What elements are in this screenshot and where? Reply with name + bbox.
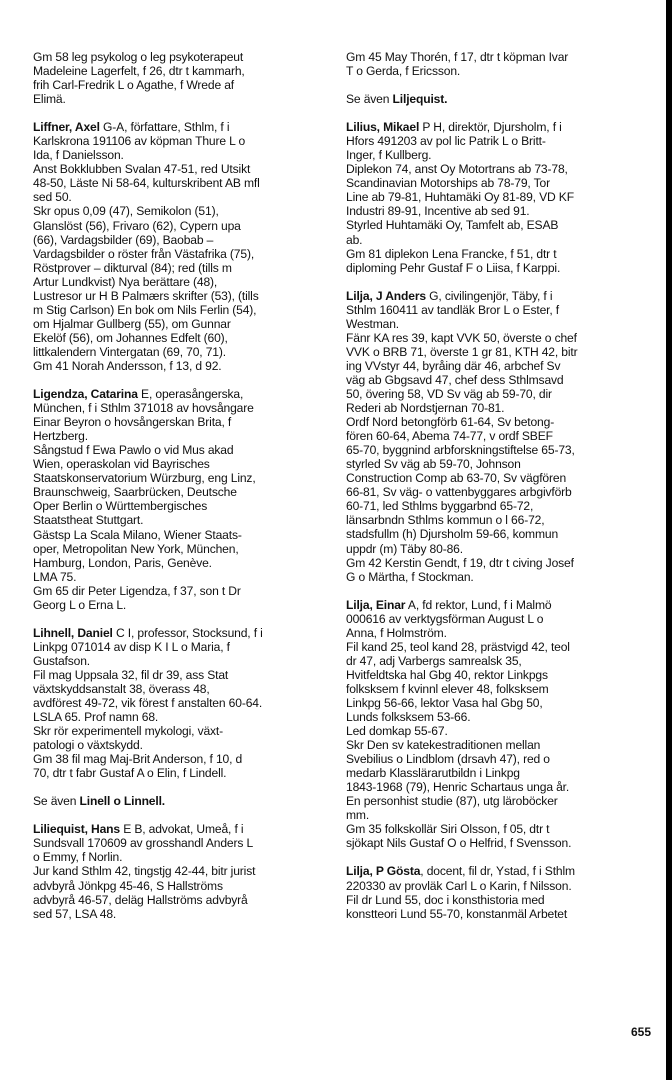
entry-name: Ligendza, Catarina bbox=[33, 387, 138, 402]
entry-ligendza-catarina: Ligendza, Catarina E, operasångerska, München, f i Sthlm 371018 av hovsångare Einar Beyron o hovsångerskan Brita, f Hertzberg. Sångstud f Ewa Pawlo o vid Mus akad Wien, operaskolan vid Bayrisches Staatskonservatorium Würzburg, eng Linz, Braunschweig, Saarbrücken, Deutsche Oper Berlin o Württembergisches Staatstheat Stuttgart. Gästsp La Scala Milano, Wiener Staats- oper, Metropolitan New York, München, Hamburg, London, Paris, Genève. LMA 75. Gm 65 dir Peter Ligendza, f 37, son t Dr Georg L o Erna L. bbox=[33, 387, 256, 612]
page-number: 655 bbox=[631, 1025, 652, 1039]
scan-edge-border bbox=[666, 0, 672, 1080]
see-also-liljequist: Se även Liljequist. bbox=[346, 92, 448, 107]
see-also-names: Linell o Linnell. bbox=[79, 794, 166, 809]
entry-lilja-einar: Lilja, Einar A, fd rektor, Lund, f i Malmö 000616 av verktygsförman August L o Anna, f Holmström. Fil kand 25, teol kand 28, prästvigd 42, teol dr 47, adj Varbergs samrealsk 35, Hvitfeldtska hal Gbg 40, rektor Linkpgs folksksem f kvinnl elever 48, folksksem Linkpg 56-66, lektor Vasa hal Gbg 50, Lunds folksksem 53-66. Led domkap 55-67. Skr Den sv katekestraditionen mellan Svebilius o Lindblom (drsavh 47), red o medarb Klasslärarutbildn i Linkpg 1843-1968 (79), Henric Schartaus unga år. En personhist studie (87), utg läroböcker mm. Gm 35 folkskollär Siri Olsson, f 05, dtr t sjökapt Nils Gustaf O o Helfrid, f Svensson. bbox=[346, 597, 572, 851]
entry-name: Liffner, Axel bbox=[33, 120, 100, 135]
entry-lilja-p-gosta: Lilja, P Gösta, docent, fil dr, Ystad, f i Sthlm 220330 av provläk Carl L o Karin, f Nilsson. Fil dr Lund 55, doc i konsthistoria med konstteori Lund 55-70, konstanmäl Arbetet bbox=[346, 864, 575, 921]
entry-liliequist-hans: Liliequist, Hans E B, advokat, Umeå, f i Sundsvall 170609 av grosshandl Anders L o Emmy, f Norlin. Jur kand Sthlm 42, tingstjg 42-44, bitr jurist advbyrå Jönkpg 45-46, S Hallströms advbyrå 46-57, deläg Hallströms advbyrå sed 57, LSA 48. bbox=[33, 822, 256, 921]
entry-continuation: Gm 45 May Thorén, f 17, dtr t köpman Ivar T o Gerda, f Ericsson. bbox=[346, 50, 569, 79]
entry-name: Liliequist, Hans bbox=[33, 822, 120, 837]
entry-name: Lilja, P Gösta bbox=[346, 864, 421, 879]
entry-name: Lilja, Einar bbox=[346, 597, 406, 612]
right-column bbox=[346, 50, 664, 935]
entry-name: Lilius, Mikael bbox=[346, 120, 420, 135]
see-also-names: Liljequist. bbox=[392, 92, 448, 107]
entry-name: Lihnell, Daniel bbox=[33, 625, 113, 640]
entry-lilja-j-anders: Lilja, J Anders G, civilingenjör, Täby, f i Sthlm 160411 av tandläk Bror L o Ester, f Westman. Fänr KA res 39, kapt VVK 50, överste o chef VVK o BRB 71, överste 1 gr 81, KTH 42, bitr ing VVstyr 44, byråing där 46, arbchef Sv väg ab Gbgsavd 47, chef dess Sthlmsavd 50, övering 58, VD Sv väg ab 59-70, dir Rederi ab Nordstjernan 70-81. Ordf Nord betongförb 61-64, Sv betong- fören 60-64, Abema 74-77, v ordf SBEF 65-70, byggnind arbforskningstiftelse 65-73, styrled Sv väg ab 59-70, Johnson Construction Comp ab 63-70, Sv vägfören 66-81, Sv väg- o vattenbyggares arbgivförb 60-71, led Sthlms byggarbnd 65-72, länsarbndn Sthlms kommun o l 66-72, stadsfullm (h) Djursholm 59-66, kommun uppdr (m) Täby 80-86. Gm 42 Kerstin Gendt, f 19, dtr t civing Josef G o Märtha, f Stockman. bbox=[346, 288, 578, 584]
see-also-linell: Se även Linell o Linnell. bbox=[33, 794, 166, 809]
entry-name: Lilja, J Anders bbox=[346, 288, 426, 303]
left-column bbox=[33, 50, 345, 935]
entry-lihnell-daniel: Lihnell, Daniel C I, professor, Stocksund, f i Linkpg 071014 av disp K I L o Maria, f Gustafson. Fil mag Uppsala 32, fil dr 39, ass Stat växtskyddsanstalt 38, överass 48, avdförest 49-72, vik förest f anstalten 60-64. LSLA 65. Prof namn 68. Skr rör experimentell mykologi, växt- patologi o växtskydd. Gm 38 fil mag Maj-Brit Anderson, f 10, d 70, dtr t fabr Gustaf A o Elin, f Lindell. bbox=[33, 625, 263, 781]
entry-liffner-axel: Liffner, Axel G-A, författare, Sthlm, f i Karlskrona 191106 av köpman Thure L o Ida, f Danielsson. Anst Bokklubben Svalan 47-51, red Utsikt 48-50, Läste Ni 58-64, kulturskribent AB mfl sed 50. Skr opus 0,09 (47), Semikolon (51), Glanslöst (56), Frivaro (62), Cypern upa (66), Vardagsbilder (69), Baobab – Vardagsbilder o röster från Västafrika (75), Röstprover – dikturval (84); red (tills m Artur Lundkvist) Nya berättare (48), Lustresor ur H B Palmærs skrifter (53), (tills m Stig Carlson) En bok om Nils Ferlin (54), om Hjalmar Gullberg (55), om Gunnar Ekelöf (56), om Johannes Edfelt (60), littkalendern Vintergatan (69, 70, 71). Gm 41 Norah Andersson, f 13, d 92. bbox=[33, 120, 260, 373]
entry-continuation: Gm 58 leg psykolog o leg psykoterapeut Madeleine Lagerfelt, f 26, dtr t kammarh, frih Carl-Fredrik L o Agathe, f Wrede af Elimä. bbox=[33, 50, 245, 107]
entry-lilius-mikael: Lilius, Mikael P H, direktör, Djursholm, f i Hfors 491203 av pol lic Patrik L o Britt- Inger, f Kullberg. Diplekon 74, anst Oy Motortrans ab 73-78, Scandinavian Motorships ab 78-79, Tor Line ab 79-81, Huhtamäki Oy 81-89, VD KF Industri 89-91, Incentive ab sed 91. Styrled Huhtamäki Oy, Tamfelt ab, ESAB ab. Gm 81 diplekon Lena Francke, f 51, dtr t diploming Pehr Gustaf F o Liisa, f Karppi. bbox=[346, 120, 574, 275]
